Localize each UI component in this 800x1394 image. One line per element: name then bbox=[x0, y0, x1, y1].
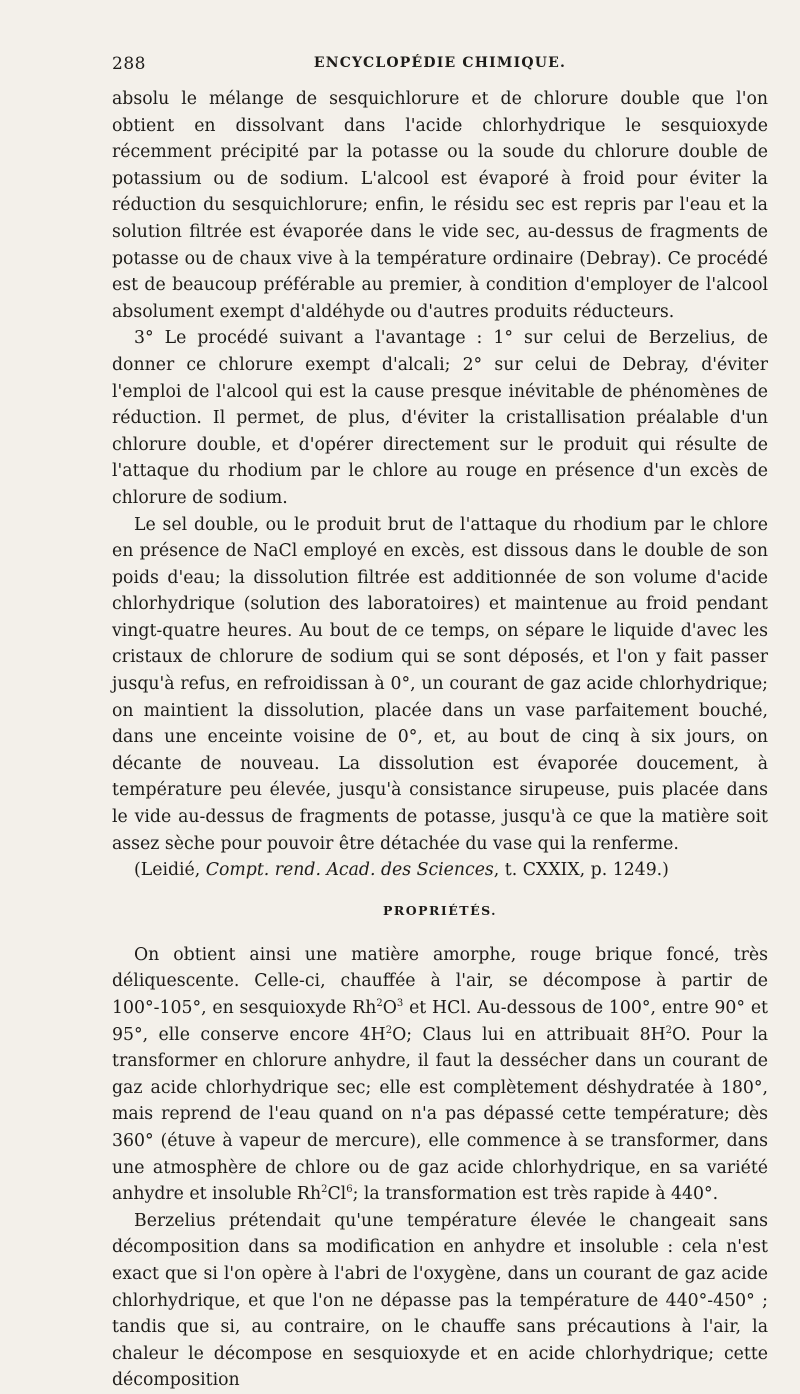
paragraph-double-salt: Le sel double, ou le produit brut de l'attaque du rhodium par le chlore en présence de NaCl employé en excès, est dissous dans le double de son poids d'eau; la dissolution filtrée est additionnée de son volume d'acide chlorhydrique (solution des laboratoires) et maintenue au froid pendant vingt-quatre heures. Au bout de ce temps, on sépare le liquide d'avec les cristaux de chlorure de sodium qui se sont déposés, et l'on y fait passer jusqu'à refus, en refroidissan à 0°, un courant de gaz acide chlorhydrique; on maintient la dissolution, placée dans un vase parfaitement bouché, dans une enceinte voisine de 0°, et, au bout de cinq à six jours, on décante de nouveau. La dissolution est évaporée doucement, à température peu élevée, jusqu'à consistance sirupeuse, puis placée dans le vide au-dessus de fragments de potasse, jusqu'à ce que la matière soit assez sèche pour pouvoir être détachée du vase qui la renferme. bbox=[112, 514, 768, 854]
citation bbox=[112, 857, 768, 884]
text-run: O. Pour la transformer en chlorure anhydre, il faut la dessécher dans un courant de gaz acide chlorhydrique sec; elle est complètement déshydratée à 180°, mais reprend de l'eau quand on n'a pas dépassé cette température; dès 360° (étuve à vapeur de mercure), elle commence à se transformer, dans une atmosphère de chlore ou de gaz acide chlorhydrique, en sa variété anhydre et insoluble Rh bbox=[112, 1024, 769, 1205]
text-run: On obtient ainsi une matière amorphe, rouge brique foncé, très déliquescente. Celle-ci, chauffée à l'air, se décompose à partir de 100°-105°, en sesquioxyde Rh bbox=[112, 944, 768, 1018]
subscript: 2 bbox=[385, 1024, 393, 1036]
body-text bbox=[112, 86, 768, 1394]
text-run: ; la transformation est très rapide à 440°. bbox=[352, 1184, 719, 1205]
subscript: 6 bbox=[346, 1184, 353, 1196]
text-run: O bbox=[382, 998, 397, 1018]
citation-close: , t. CXXIX, p. 1249.) bbox=[493, 860, 669, 881]
page-header bbox=[112, 54, 768, 78]
text-run: O; Claus lui en attribuait 8H bbox=[392, 1024, 666, 1045]
subscript: 2 bbox=[321, 1184, 328, 1196]
section-heading: PROPRIÉTÉS. bbox=[382, 902, 498, 918]
subscript: 2 bbox=[376, 998, 383, 1010]
subscript: 3 bbox=[396, 998, 404, 1010]
paragraph-properties-1 bbox=[112, 942, 768, 1208]
paragraph-properties-2: Berzelius prétendait qu'une température élevée le changeait sans décomposition dans sa modification en anhydre et insoluble : cela n'est exact que si l'on opère à l'abri de l'oxygène, dans un courant de gaz acide chlorhydrique, et que l'on ne dépasse pas la température de 440°-450° ; tandis que si, au contraire, on le chauffe sans précautions à l'air, la chaleur le décompose en sesquioxyde et en acide chlorhydrique; cette décomposition bbox=[112, 1210, 768, 1391]
subscript: 2 bbox=[665, 1024, 673, 1036]
citation-open: (Leidié, bbox=[134, 860, 206, 881]
text-run: Cl bbox=[327, 1184, 347, 1205]
page-number: 288 bbox=[112, 54, 146, 74]
text-run: et HCl. Au-dessous de 100°, entre 90° et 95°, elle conserve encore 4H bbox=[112, 998, 768, 1045]
paragraph-continuation: absolu le mélange de sesquichlorure et de chlorure double que l'on obtient en dissolvant dans l'acide chlorhydrique le sesquioxyde récemment précipité par la potasse ou la soude du chlorure double de potassium ou de sodium. L'alcool est évaporé à froid pour éviter la réduction du sesquichlorure; enfin, le résidu sec est repris par l'eau et la solution filtrée est évaporée dans le vide sec, au-dessus de fragments de potasse ou de chaux vive à la température ordinaire (Debray). Ce procédé est de beaucoup préférable au premier, à condition d'employer de l'alcool absolument exempt d'aldéhyde ou d'autres produits réducteurs. bbox=[112, 89, 768, 322]
running-title: ENCYCLOPÉDIE CHIMIQUE. bbox=[313, 55, 567, 71]
paragraph-procedure-3: 3° Le procédé suivant a l'avantage : 1° sur celui de Berzelius, de donner ce chlorure exempt d'alcali; 2° sur celui de Debray, d'éviter l'emploi de l'alcool qui est la cause presque inévitable de phénomènes de réduction. Il permet, de plus, d'éviter la cristallisation préalable d'un chlorure double, et d'opérer directement sur le produit qui résulte de l'attaque du rhodium par le chlore au rouge en présence d'un excès de chlorure de sodium. bbox=[112, 328, 768, 508]
citation-journal: Compt. rend. Acad. des Sciences bbox=[205, 860, 494, 881]
